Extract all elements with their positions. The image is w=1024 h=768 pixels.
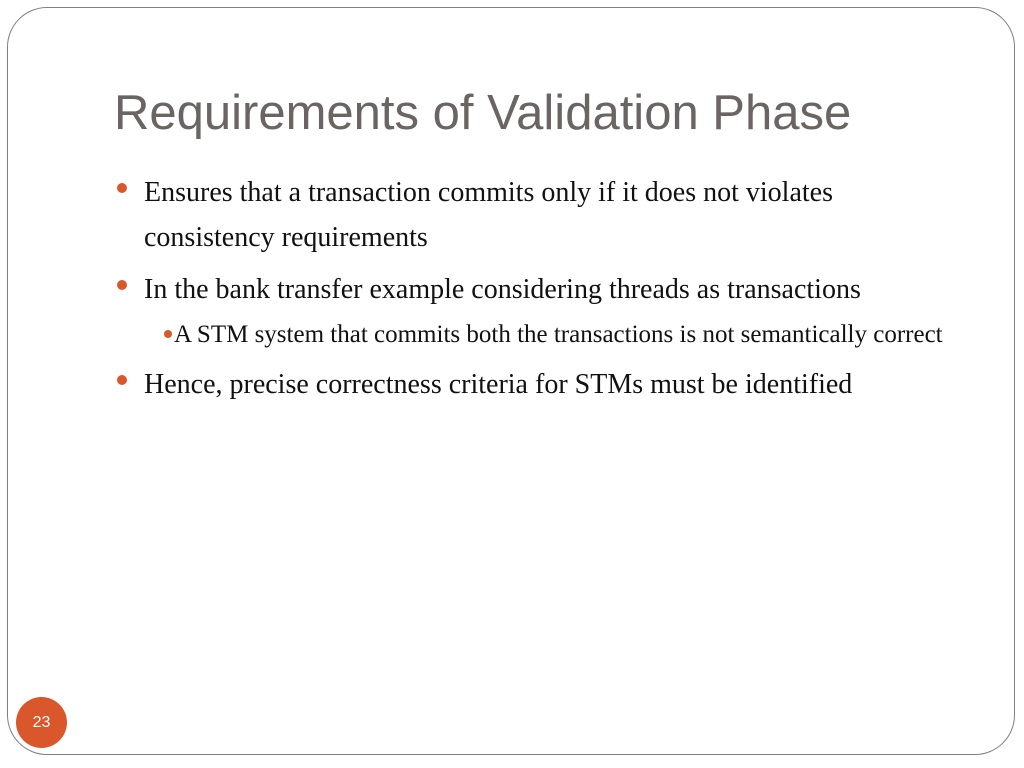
sub-bullet-list: [144, 315, 967, 355]
sub-bullet-text: A STM system that commits both the transactions is not semantically correct: [174, 321, 943, 348]
bullet-text: Hence, precise correctness criteria for STMs must be identified: [144, 369, 853, 400]
bullet-dot-icon: [117, 183, 127, 193]
bullet-item: [117, 267, 967, 355]
bullet-dot-icon: [117, 280, 127, 290]
page-number-badge: [16, 697, 67, 748]
sub-bullet-dot-icon: [164, 330, 172, 338]
sub-bullet-item: [144, 315, 967, 355]
bullet-text: Ensures that a transaction commits only if it does not violates consistency requirements: [144, 177, 833, 253]
slide-title: Requirements of Validation Phase: [114, 86, 852, 140]
bullet-dot-icon: [117, 375, 127, 385]
bullet-item: [117, 362, 967, 407]
page-number: 23: [32, 713, 51, 731]
bullet-text: In the bank transfer example considering threads as transactions: [144, 274, 861, 305]
bullet-list: [117, 170, 967, 414]
bullet-item: [117, 170, 967, 260]
